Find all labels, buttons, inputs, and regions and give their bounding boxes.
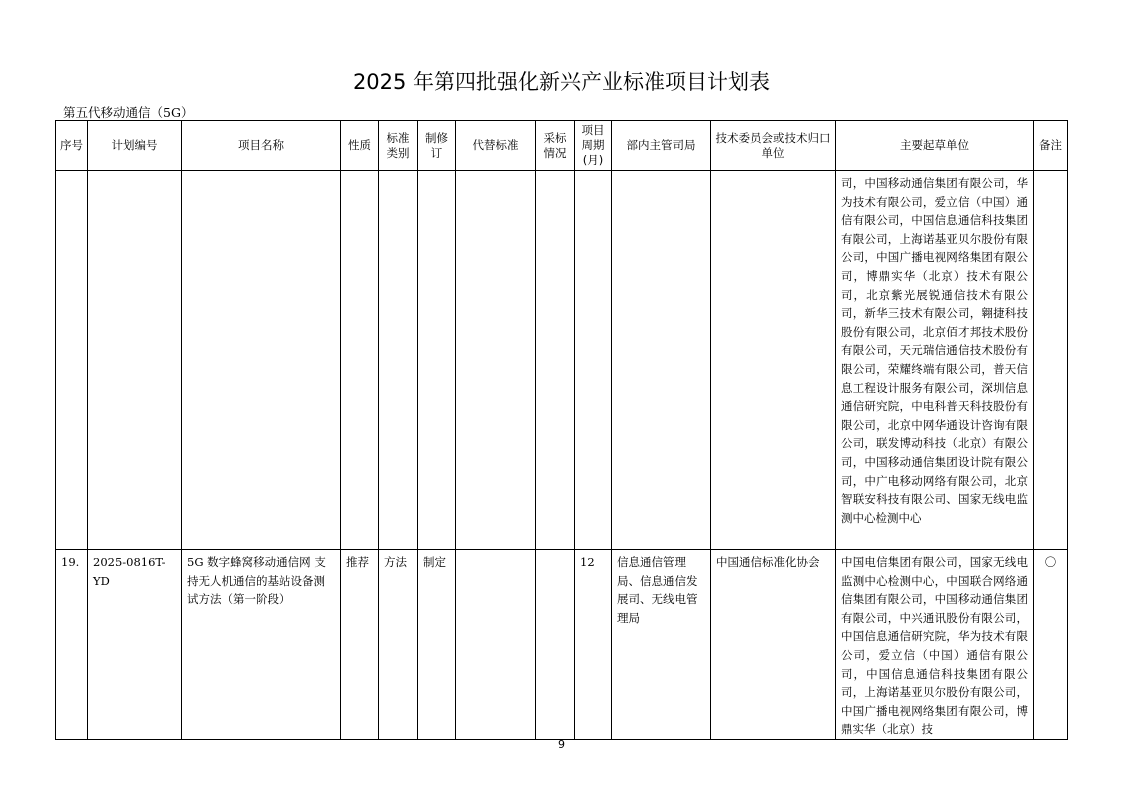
header-dept: 部内主管司局 — [612, 121, 711, 171]
section-heading: 第五代移动通信（5G） — [63, 105, 194, 120]
cell-replace — [456, 550, 536, 740]
cell-revision — [418, 171, 456, 550]
header-remark: 备注 — [1034, 121, 1068, 171]
header-std-type: 标准类别 — [379, 121, 418, 171]
header-seq: 序号 — [56, 121, 88, 171]
cell-seq — [56, 171, 88, 550]
cell-nature — [341, 171, 379, 550]
table-header-row — [56, 121, 1068, 171]
cell-revision: 制定 — [418, 550, 456, 740]
header-period: 项目周期(月) — [575, 121, 612, 171]
cell-name — [182, 171, 341, 550]
cell-period — [575, 171, 612, 550]
page-number: 9 — [558, 738, 565, 751]
plan-table — [55, 120, 1068, 740]
header-name: 项目名称 — [182, 121, 341, 171]
cell-period: 12 — [575, 550, 612, 740]
cell-committee: 中国通信标准化协会 — [711, 550, 836, 740]
cell-std-type — [379, 171, 418, 550]
header-committee: 技术委员会或技术归口单位 — [711, 121, 836, 171]
header-revision: 制修订 — [418, 121, 456, 171]
cell-plan-no: 2025-0816T-YD — [88, 550, 182, 740]
cell-name: 5G 数字蜂窝移动通信网 支持无人机通信的基站设备测试方法（第一阶段） — [182, 550, 341, 740]
cell-dept — [612, 171, 711, 550]
cell-committee — [711, 171, 836, 550]
cell-remark: 〇 — [1034, 550, 1068, 740]
header-adopt: 采标情况 — [536, 121, 575, 171]
cell-adopt — [536, 550, 575, 740]
cell-remark — [1034, 171, 1068, 550]
header-plan-no: 计划编号 — [88, 121, 182, 171]
header-drafters: 主要起草单位 — [836, 121, 1034, 171]
header-nature: 性质 — [341, 121, 379, 171]
cell-plan-no — [88, 171, 182, 550]
cell-dept: 信息通信管理局、信息通信发展司、无线电管理局 — [612, 550, 711, 740]
cell-nature: 推荐 — [341, 550, 379, 740]
page-title: 2025 年第四批强化新兴产业标准项目计划表 — [352, 70, 771, 94]
cell-drafters: 中国电信集团有限公司，国家无线电监测中心检测中心，中国联合网络通信集团有限公司，中国移动通信集团有限公司，中兴通讯股份有限公司，中国信息通信研究院，华为技术有限公司，爱立信（中国）通信有限公司，中国信息通信科技集团有限公司，上海诺基亚贝尔股份有限公司，中国广播电视网络集团有限公司，博鼎实华（北京）技 — [836, 550, 1034, 740]
cell-drafters: 司，中国移动通信集团有限公司，华为技术有限公司，爱立信（中国）通信有限公司，中国信息通信科技集团有限公司，上海诺基亚贝尔股份有限公司，中国广播电视网络集团有限公司，博鼎实华（北京）技术有限公司，北京紫光展锐通信技术有限公司，新华三技术有限公司，翱捷科技股份有限公司，北京佰才邦技术股份有限公司，天元瑞信通信技术股份有限公司，荣耀终端有限公司，普天信息工程设计服务有限公司，深圳信息通信研究院，中电科普天科技股份有限公司，北京中网华通设计咨询有限公司，联发博动科技（北京）有限公司，中国移动通信集团设计院有限公司，中广电移动网络有限公司，北京智联安科技有限公司、国家无线电监测中心检测中心 — [836, 171, 1034, 550]
cell-seq: 19. — [56, 550, 88, 740]
cell-adopt — [536, 171, 575, 550]
table-row — [56, 171, 1068, 550]
header-replace: 代替标准 — [456, 121, 536, 171]
cell-std-type: 方法 — [379, 550, 418, 740]
table-row — [56, 550, 1068, 740]
cell-replace — [456, 171, 536, 550]
